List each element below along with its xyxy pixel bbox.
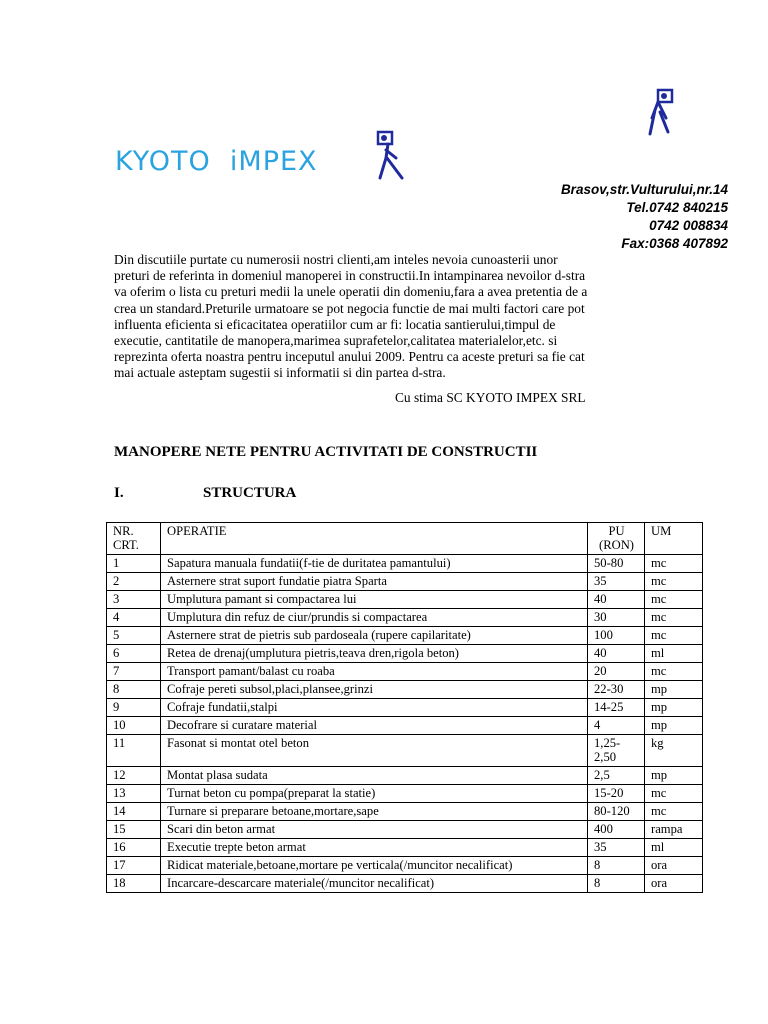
section-title: STRUCTURA [203, 485, 297, 501]
row-um: mc [645, 573, 703, 591]
row-number: 8 [107, 681, 161, 699]
row-pu: 14-25 [588, 699, 645, 717]
row-operatie: Fasonat si montat otel beton [161, 735, 588, 767]
header-pu: PU (RON) [588, 523, 645, 555]
table-row [107, 627, 703, 645]
header-operatie: OPERATIE [161, 523, 588, 555]
row-pu: 80-120 [588, 803, 645, 821]
row-um: ora [645, 875, 703, 893]
row-number: 9 [107, 699, 161, 717]
row-um: kg [645, 735, 703, 767]
row-number: 3 [107, 591, 161, 609]
row-operatie: Retea de drenaj(umplutura pietris,teava dren,rigola beton) [161, 645, 588, 663]
table-row [107, 555, 703, 573]
row-pu: 20 [588, 663, 645, 681]
row-number: 17 [107, 857, 161, 875]
document-title: MANOPERE NETE PENTRU ACTIVITATI DE CONSTRUCTII [114, 444, 538, 460]
row-pu: 22-30 [588, 681, 645, 699]
operations-table [106, 522, 703, 893]
row-number: 4 [107, 609, 161, 627]
table-row [107, 591, 703, 609]
row-operatie: Executie trepte beton armat [161, 839, 588, 857]
fax-line: Fax:0368 407892 [621, 236, 728, 251]
row-pu: 50-80 [588, 555, 645, 573]
table-row [107, 785, 703, 803]
row-um: ora [645, 857, 703, 875]
row-number: 16 [107, 839, 161, 857]
row-pu: 8 [588, 875, 645, 893]
row-operatie: Ridicat materiale,betoane,mortare pe verticala(/muncitor necalificat) [161, 857, 588, 875]
row-operatie: Decofrare si curatare material [161, 717, 588, 735]
row-operatie: Turnat beton cu pompa(preparat la statie) [161, 785, 588, 803]
row-operatie: Cofraje fundatii,stalpi [161, 699, 588, 717]
row-um: ml [645, 645, 703, 663]
row-pu: 35 [588, 839, 645, 857]
table-row [107, 645, 703, 663]
brand-logo-text: KYOTO iMPEX [115, 146, 318, 177]
row-number: 14 [107, 803, 161, 821]
table-row [107, 857, 703, 875]
row-um: mc [645, 555, 703, 573]
row-number: 1 [107, 555, 161, 573]
table-row [107, 663, 703, 681]
table-row [107, 821, 703, 839]
intro-line: mai actuale asteptam sugestii si informatii si din partea d-stra. [114, 365, 446, 381]
row-operatie: Asternere strat de pietris sub pardoseala (rupere capilaritate) [161, 627, 588, 645]
intro-line: executie, cantitatile de manopera,marimea suprafetelor,calitatea materialelor,etc. si [114, 333, 558, 349]
table-row [107, 609, 703, 627]
kyoto-figure-icon [372, 130, 406, 180]
row-um: mc [645, 803, 703, 821]
row-um: mc [645, 627, 703, 645]
intro-line: va oferim o lista cu preturi medii la unele operatii din domeniu,fara a avea pretentia de a [114, 284, 588, 300]
table-row [107, 699, 703, 717]
row-number: 12 [107, 767, 161, 785]
row-operatie: Umplutura din refuz de ciur/prundis si compactarea [161, 609, 588, 627]
phone-line: 0742 008834 [649, 218, 728, 233]
table-row [107, 767, 703, 785]
row-operatie: Scari din beton armat [161, 821, 588, 839]
intro-line: influenta eficienta si eficacitatea operatiilor cum ar fi: locatia santierului,timpul de [114, 316, 556, 332]
row-pu: 400 [588, 821, 645, 839]
row-operatie: Sapatura manuala fundatii(f-tie de duritatea pamantului) [161, 555, 588, 573]
intro-line: Din discutiile purtate cu numerosii nostri clienti,am inteles nevoia cunoasterii unor [114, 252, 558, 267]
row-um: mc [645, 663, 703, 681]
table-row [107, 681, 703, 699]
row-number: 13 [107, 785, 161, 803]
row-pu: 4 [588, 717, 645, 735]
row-pu: 30 [588, 609, 645, 627]
row-number: 15 [107, 821, 161, 839]
row-um: mc [645, 785, 703, 803]
row-um: mp [645, 717, 703, 735]
intro-line: preturi de referinta in domeniul manoperei in constructii.In intampinarea nevoilor d-stra [114, 268, 586, 284]
intro-paragraph [114, 252, 659, 382]
row-pu: 15-20 [588, 785, 645, 803]
row-number: 2 [107, 573, 161, 591]
address-line: Brasov,str.Vulturului,nr.14 [560, 182, 728, 197]
row-operatie: Incarcare-descarcare materiale(/muncitor necalificat) [161, 875, 588, 893]
row-pu: 2,5 [588, 767, 645, 785]
row-operatie: Montat plasa sudata [161, 767, 588, 785]
row-number: 18 [107, 875, 161, 893]
row-pu: 100 [588, 627, 645, 645]
row-pu: 40 [588, 591, 645, 609]
row-um: rampa [645, 821, 703, 839]
row-operatie: Transport pamant/balast cu roaba [161, 663, 588, 681]
table-row [107, 573, 703, 591]
row-pu: 8 [588, 857, 645, 875]
row-operatie: Turnare si preparare betoane,mortare,sape [161, 803, 588, 821]
table-row [107, 839, 703, 857]
table-header-row [107, 523, 703, 555]
row-um: ml [645, 839, 703, 857]
table-row [107, 875, 703, 893]
section-number: I. [114, 485, 124, 501]
row-um: mc [645, 591, 703, 609]
intro-line: crea un standard.Preturile urmatoare se pot negocia functie de mai multi factori care pot [114, 300, 585, 316]
header-nr: NR. CRT. [107, 523, 161, 555]
row-operatie: Cofraje pereti subsol,placi,plansee,grinzi [161, 681, 588, 699]
row-number: 11 [107, 735, 161, 767]
company-address [561, 181, 728, 253]
row-um: mc [645, 609, 703, 627]
row-number: 5 [107, 627, 161, 645]
row-um: mp [645, 699, 703, 717]
row-pu: 35 [588, 573, 645, 591]
signature: Cu stima SC KYOTO IMPEX SRL [395, 390, 586, 405]
header-um: UM [645, 523, 703, 555]
row-number: 10 [107, 717, 161, 735]
row-operatie: Umplutura pamant si compactarea lui [161, 591, 588, 609]
row-operatie: Asternere strat suport fundatie piatra Sparta [161, 573, 588, 591]
row-number: 6 [107, 645, 161, 663]
phone-line: Tel.0742 840215 [626, 200, 728, 215]
intro-line: reprezinta oferta noastra pentru inceputul anului 2009. Pentru ca aceste preturi sa fie cat [114, 349, 585, 365]
row-pu: 1,25- 2,50 [588, 735, 645, 767]
table-row [107, 735, 703, 767]
row-um: mp [645, 767, 703, 785]
row-pu: 40 [588, 645, 645, 663]
kyoto-figure-logo-icon [646, 88, 678, 136]
table-row [107, 717, 703, 735]
row-number: 7 [107, 663, 161, 681]
row-um: mp [645, 681, 703, 699]
table-row [107, 803, 703, 821]
